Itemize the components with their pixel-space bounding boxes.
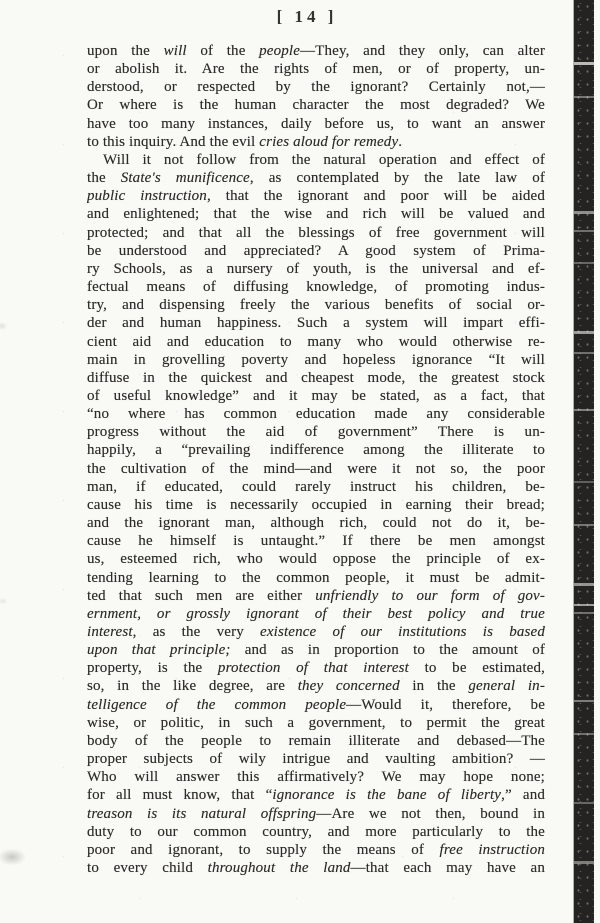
text-segment: in the xyxy=(399,678,469,695)
text-segment: tending learning to the common people, it must be admit- xyxy=(87,569,545,586)
text-segment: or abolish it. Are the rights of men, or of property, un- xyxy=(87,61,545,78)
text-line xyxy=(87,169,545,187)
text-line xyxy=(87,587,545,605)
text-line xyxy=(87,387,545,405)
text-line xyxy=(87,115,545,133)
text-segment: ,” and xyxy=(501,787,545,804)
italic-text-segment: will xyxy=(163,43,187,59)
text-segment: —Are we not then, bound in xyxy=(316,805,545,822)
text-segment: to be estimated, xyxy=(408,660,545,677)
scan-smudge xyxy=(0,845,32,869)
italic-text-segment: people xyxy=(259,43,301,59)
text-segment: —Would it, therefore, be xyxy=(346,696,545,713)
italic-text-segment: free instruction xyxy=(439,841,545,858)
italic-text-segment: ernment, or grossly ignorant of their best policy and true xyxy=(87,605,545,622)
text-line xyxy=(87,768,545,786)
text-line xyxy=(87,569,545,587)
text-line xyxy=(87,696,545,714)
text-line xyxy=(87,605,545,623)
text-segment: —that each may have an xyxy=(350,860,545,877)
text-segment: have too many instances, daily before us, to want an answer xyxy=(87,115,545,132)
gutter-streak xyxy=(574,861,594,864)
text-segment: wise, or politic, in such a government, to permit the great xyxy=(87,714,545,731)
text-segment: main in grovelling poverty and hopeless ignorance “It will xyxy=(87,351,545,368)
text-segment: to every child xyxy=(87,860,208,877)
text-segment: be understood and appreciated? A good system of Prima- xyxy=(87,242,545,259)
text-line xyxy=(87,659,545,677)
gutter-streak xyxy=(574,733,594,735)
text-line xyxy=(87,859,545,877)
italic-text-segment: unfriendly to our form of gov- xyxy=(315,587,545,604)
text-line xyxy=(87,677,545,695)
text-line xyxy=(87,750,545,768)
gutter-streak xyxy=(574,604,594,606)
text-line xyxy=(87,133,545,151)
italic-text-segment: they concerned xyxy=(297,678,400,695)
text-line xyxy=(87,242,545,260)
text-segment: Will it not follow from the natural operation and effect of xyxy=(103,151,545,168)
text-segment: —They, and they only, can alter xyxy=(300,43,545,59)
text-segment: for all must know, that “ xyxy=(87,787,273,804)
text-line xyxy=(87,205,545,223)
italic-text-segment: general in- xyxy=(468,678,545,695)
text-segment: us, esteemed rich, who would oppose the principle of ex- xyxy=(87,551,545,568)
text-line xyxy=(87,786,545,804)
text-segment: try, and dispensing freely the various benefits of social or- xyxy=(87,297,545,314)
gutter-streak xyxy=(574,262,594,264)
text-segment: and the ignorant man, although rich, could not do it, be- xyxy=(87,515,545,532)
scan-smudge xyxy=(0,320,10,332)
text-line xyxy=(87,423,545,441)
text-line xyxy=(87,369,545,387)
text-line xyxy=(87,96,545,114)
italic-text-segment: public instruction xyxy=(87,188,207,205)
gutter-streak xyxy=(574,331,594,334)
text-line xyxy=(87,60,545,78)
text-segment: cient aid and education to many who would otherwise re- xyxy=(87,333,545,350)
gutter-streak xyxy=(574,211,594,214)
text-line xyxy=(87,732,545,750)
italic-text-segment: protection of that interest xyxy=(217,660,409,677)
text-line xyxy=(87,714,545,732)
text-segment: , that the ignorant and poor will be aided xyxy=(206,188,545,205)
text-line xyxy=(87,550,545,568)
gutter-streak xyxy=(574,62,594,65)
text-line xyxy=(87,496,545,514)
text-segment: cause his time is necessarily occupied in earning their bread; xyxy=(87,496,545,513)
text-segment: the xyxy=(87,170,121,187)
text-segment: Or where is the human character the most degraded? We xyxy=(87,97,545,114)
page-number-header: [ 14 ] xyxy=(276,7,338,26)
text-segment: upon the xyxy=(87,43,164,59)
italic-text-segment: existence of our institutions is based xyxy=(260,624,545,640)
text-line xyxy=(87,333,545,351)
italic-text-segment: treason is its natural offspring xyxy=(87,805,317,822)
text-line xyxy=(87,224,545,242)
text-segment: , as the very xyxy=(132,624,261,640)
text-segment: derstood, or respected by the ignorant? Certainly not,— xyxy=(87,79,545,96)
text-segment: so, in the like degree, are xyxy=(87,678,298,695)
text-segment: Who will answer this affirmatively? We may hope none; xyxy=(87,769,545,786)
gutter-streak xyxy=(574,481,594,483)
text-line xyxy=(87,623,545,641)
text-segment: der and human happiness. Such a system will impart effi- xyxy=(87,315,545,332)
italic-text-segment: ignorance is the bane of liberty xyxy=(272,787,502,804)
italic-text-segment: cries aloud for remedy xyxy=(259,133,399,150)
gutter-streak xyxy=(574,524,594,526)
text-segment: happily, a “prevailing indifference among the illiterate to xyxy=(87,442,545,459)
text-segment: “no where has common education made any considerable xyxy=(87,406,545,423)
text-segment: of useful knowledge” and it may be stated, as a fact, that xyxy=(87,387,545,404)
text-line xyxy=(87,278,545,296)
italic-text-segment: State's munificence xyxy=(120,170,250,187)
text-segment: and as in proportion to the amount of xyxy=(230,642,545,659)
text-line xyxy=(87,441,545,459)
text-segment: proper subjects of wily intrigue and vaulting ambition? — xyxy=(87,751,545,768)
text-segment: property, is the xyxy=(87,660,218,677)
text-line xyxy=(87,405,545,423)
gutter-streak xyxy=(574,802,594,804)
text-segment: ry Schools, as a nursery of youth, is the universal and ef- xyxy=(87,260,545,277)
gutter-streak xyxy=(574,96,594,98)
gutter-streak xyxy=(574,700,594,702)
gutter-streak xyxy=(574,612,594,614)
text-line xyxy=(87,42,545,60)
text-segment: the cultivation of the mind—and were it not so, the poor xyxy=(87,460,545,477)
text-line xyxy=(87,805,545,823)
text-segment: protected; and that all the blessings of free government will xyxy=(87,224,545,241)
text-line xyxy=(87,641,545,659)
text-segment: fectual means of diffusing knowledge, of promoting indus- xyxy=(87,279,545,296)
text-segment: poor and ignorant, to supply the means of xyxy=(87,841,440,858)
scan-gutter-artifact xyxy=(574,0,594,923)
text-segment: diffuse in the quickest and cheapest mode, the greatest stock xyxy=(87,369,545,386)
text-line xyxy=(87,478,545,496)
text-segment: to this inquiry. And the evil xyxy=(87,133,260,150)
text-line xyxy=(87,260,545,278)
gutter-streak xyxy=(574,409,594,411)
text-segment: , as contemplated by the late law of xyxy=(249,170,545,187)
text-line xyxy=(87,841,545,859)
text-segment: duty to our common country, and more particularly to the xyxy=(87,823,545,840)
text-segment: ted that such men are either xyxy=(87,587,316,604)
italic-text-segment: telligence of the common people xyxy=(87,696,347,713)
text-line xyxy=(87,823,545,841)
text-segment: . xyxy=(398,133,403,150)
text-line xyxy=(87,151,545,169)
page-text-block xyxy=(87,42,545,877)
scan-smudge xyxy=(0,596,10,606)
text-line xyxy=(87,351,545,369)
italic-text-segment: upon that principle; xyxy=(87,642,231,659)
italic-text-segment: interest xyxy=(87,624,133,640)
gutter-streak xyxy=(574,583,594,586)
text-line xyxy=(87,460,545,478)
text-segment: man, if educated, could rarely instruct his children, be- xyxy=(87,478,545,495)
text-segment: of the xyxy=(186,43,260,59)
italic-text-segment: throughout the land xyxy=(207,860,351,877)
gutter-streak xyxy=(574,352,594,354)
text-segment: progress without the aid of government” There is un- xyxy=(87,424,545,441)
text-line xyxy=(87,78,545,96)
text-segment: body of the people to remain illiterate and debased—The xyxy=(87,732,545,749)
gutter-streak xyxy=(574,230,594,232)
text-line xyxy=(87,314,545,332)
text-segment: and enlightened; that the wise and rich will be valued and xyxy=(87,206,545,223)
text-line xyxy=(87,296,545,314)
text-segment: cause he himself is untaught.” If there be men amongst xyxy=(87,533,545,550)
text-line xyxy=(87,187,545,205)
text-line xyxy=(87,532,545,550)
text-line xyxy=(87,514,545,532)
